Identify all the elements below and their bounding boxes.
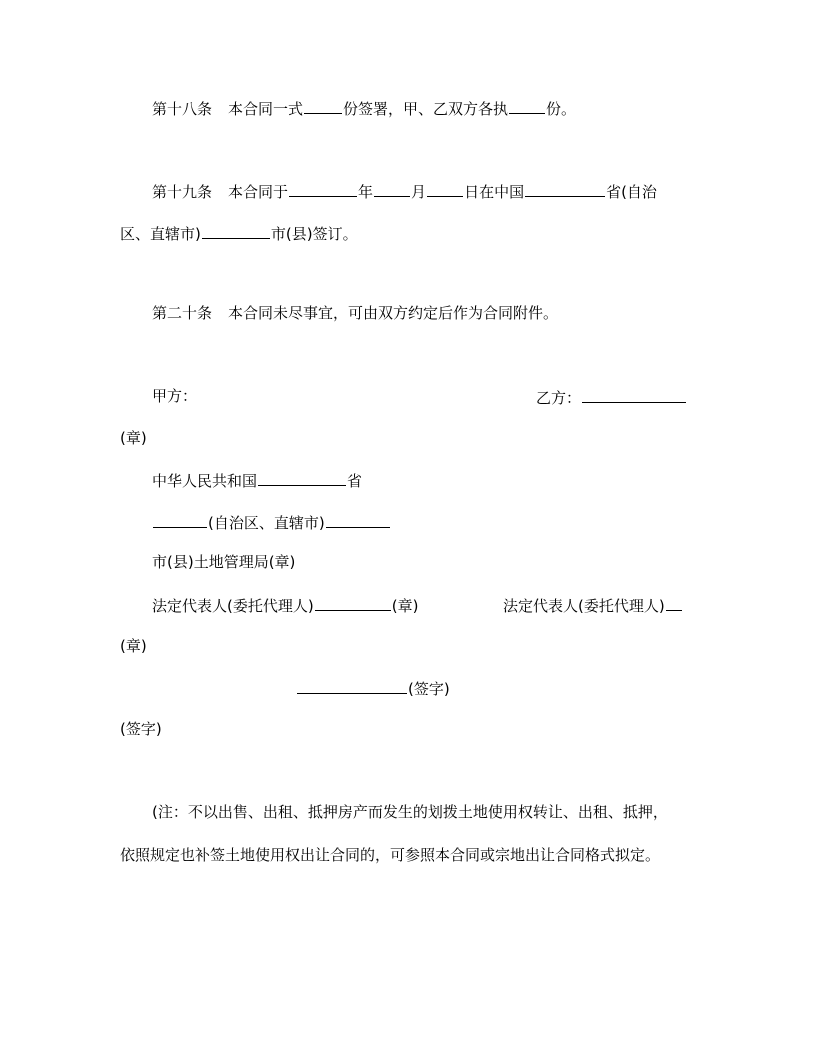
article-19-line-2 <box>120 222 358 242</box>
article-18-text-1: 本合同一式 <box>228 100 304 118</box>
party-a-label: 甲方： <box>152 387 198 405</box>
article-18-label: 第十八条 <box>152 100 213 118</box>
rep-a-seal: (章) <box>391 597 419 615</box>
rep-b-line <box>503 594 683 614</box>
article-18-text-2: 份签署，甲、乙双方各执 <box>343 100 509 118</box>
article-20-text: 本合同未尽事宜，可由双方约定后作为合同附件。 <box>228 304 559 322</box>
rep-a-blank[interactable] <box>315 594 391 611</box>
month-label: 月 <box>411 183 427 201</box>
sign-2-label: (签字) <box>120 720 162 738</box>
gov-province-blank[interactable] <box>258 469 346 486</box>
note-line-1: (注：不以出售、出租、抵押房产而发生的划拨土地使用权转让、出租、抵押， <box>152 803 668 821</box>
gov-region-blank-1[interactable] <box>153 511 207 528</box>
city-blank[interactable] <box>202 222 270 239</box>
article-19-text-3: 省(自治 <box>606 183 657 201</box>
rep-a-label: 法定代表人(委托代理人) <box>152 597 314 615</box>
year-label: 年 <box>358 183 374 201</box>
article-20-label: 第二十条 <box>152 304 213 322</box>
sign-1-label: (签字) <box>408 680 450 698</box>
month-blank[interactable] <box>374 180 410 197</box>
article-18 <box>152 97 576 117</box>
article-19-label: 第十九条 <box>152 183 213 201</box>
gov-line-3: 市(县)土地管理局(章) <box>152 553 296 571</box>
article-19-text-1: 本合同于 <box>228 183 289 201</box>
article-19-text-5: 市(县)签订。 <box>270 225 358 243</box>
copies-each-blank[interactable] <box>509 97 545 114</box>
article-19-text-2: 日在中国 <box>464 183 525 201</box>
signature-blank[interactable] <box>297 677 407 694</box>
gov-line-1 <box>152 469 362 489</box>
year-blank[interactable] <box>289 180 357 197</box>
day-blank[interactable] <box>427 180 463 197</box>
gov-country: 中华人民共和国 <box>152 472 258 490</box>
party-b-blank[interactable] <box>582 386 686 403</box>
gov-region-label: (自治区、直辖市) <box>208 514 325 532</box>
gov-province-label: 省 <box>347 472 363 490</box>
party-b-line <box>536 386 687 406</box>
rep-b-label: 法定代表人(委托代理人) <box>503 597 665 615</box>
copies-total-blank[interactable] <box>304 97 342 114</box>
party-b-label: 乙方： <box>536 389 582 407</box>
article-20 <box>152 303 558 323</box>
article-19-text-4: 区、直辖市) <box>120 225 201 243</box>
sign-line-1 <box>296 677 450 697</box>
note-line-2: 依照规定也补签土地使用权出让合同的，可参照本合同或宗地出让合同格式拟定。 <box>120 846 661 864</box>
province-blank[interactable] <box>525 180 605 197</box>
gov-line-2 <box>152 511 391 531</box>
article-18-text-3: 份。 <box>546 100 577 118</box>
seal-2: (章) <box>120 637 147 655</box>
rep-a-line <box>152 594 418 614</box>
rep-b-blank[interactable] <box>666 594 682 611</box>
gov-region-blank-2[interactable] <box>326 511 390 528</box>
article-19-line-1 <box>152 180 657 200</box>
seal-1: (章) <box>120 429 147 447</box>
